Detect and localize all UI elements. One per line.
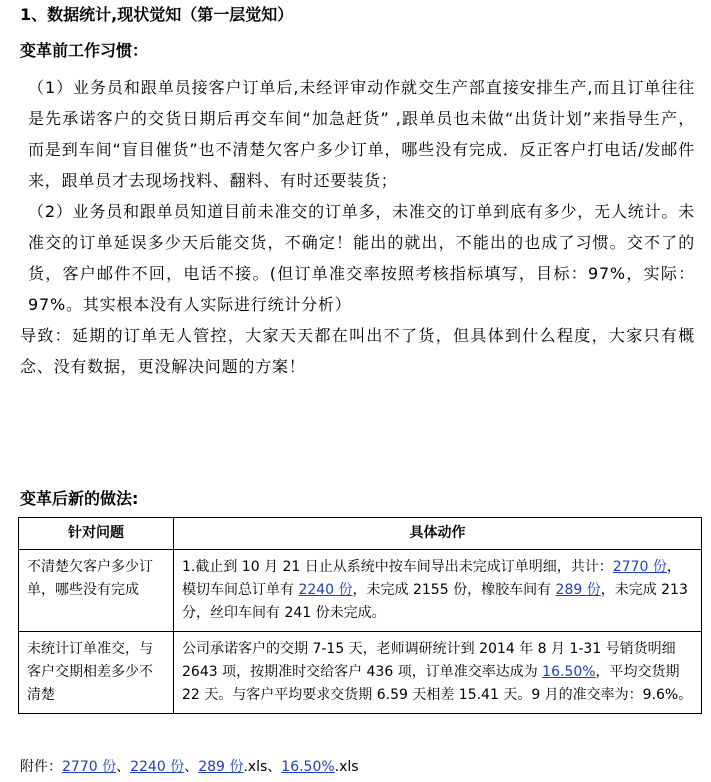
- before-title: 变革前工作习惯：: [20, 41, 149, 60]
- row1-issue: 不清楚欠客户多少订单，哪些没有完成: [19, 550, 174, 632]
- separator: 、: [116, 759, 131, 775]
- attachments-label: 附件：: [20, 759, 62, 775]
- table-row: [19, 632, 702, 714]
- attachment-1650-ext: .xls: [334, 759, 359, 775]
- link-289[interactable]: 289 份: [555, 582, 601, 598]
- row1-text-4: ，未完成 213 分，丝印车间有 241 份未完成。: [182, 582, 688, 621]
- row2-action: [174, 632, 702, 714]
- attachment-2770[interactable]: 2770 份: [62, 759, 117, 775]
- attachment-289-ext: .xls: [243, 759, 268, 775]
- header-action: 具体动作: [174, 518, 702, 550]
- table-header-row: [19, 518, 702, 550]
- link-1650[interactable]: 16.50%: [542, 664, 596, 680]
- attachments-line: [20, 756, 359, 778]
- row1-action: [174, 550, 702, 632]
- section-heading: 1、数据统计,现状觉知（第一层觉知）: [20, 5, 294, 24]
- row2-text-2: ，平均交货期 22 天。与客户平均要求交货期 6.59 天相差 15.41 天。9 月的准交率为：9.6%。: [182, 664, 693, 703]
- header-issue: 针对问题: [19, 518, 174, 550]
- before-body: [20, 72, 695, 382]
- row2-text-1: 公司承诺客户的交期 7-15 天，老师调研统计到 2014 年 8 月 1-31 号销货明细 2643 项，按期准时交给客户 436 项，订单准交率达成为: [182, 641, 676, 680]
- link-2770[interactable]: 2770 份: [612, 559, 667, 575]
- attachment-289[interactable]: 289 份: [198, 759, 244, 775]
- before-item-2: （2）业务员和跟单员知道目前未准交的订单多，未准交的订单到底有多少，无人统计。未准交的订单延误多少天后能交货，不确定！能出的就出，不能出的也成了习惯。交不了的货，客户邮件不回，电话不接。(但订单准交率按照考核指标填写，目标：97%，实际：97%。其实根本没有人实际进行统计分析）: [28, 202, 695, 314]
- separator: 、: [267, 759, 282, 775]
- separator: 、: [184, 759, 199, 775]
- row1-text-1: 1.截止到 10 月 21 日止从系统中按车间导出未完成订单明细，共计：: [182, 559, 613, 575]
- before-result: 导致：延期的订单无人管控，大家天天都在叫出不了货，但具体到什么程度，大家只有概念、没有数据，更没解决问题的方案！: [20, 326, 695, 376]
- row1-text-2: ，模切车间总订单有: [182, 559, 681, 598]
- before-item-1: （1）业务员和跟单员接客户订单后,未经评审动作就交生产部直接安排生产,而且订单往往是先承诺客户的交货日期后再交车间“加急赶货” ,跟单员也未做“出货计划”来指导生产，而是到车间“盲目催货”也不清楚欠客户多少订单，哪些没有完成．反正客户打电话/发邮件来，跟单员才去现场找料、翻料、有时还要装货；: [28, 78, 695, 190]
- row1-text-3: ，未完成 2155 份，橡胶车间有: [352, 582, 556, 598]
- after-title: 变革后新的做法:: [20, 489, 139, 508]
- attachment-1650[interactable]: 16.50%: [281, 759, 335, 775]
- attachment-2240[interactable]: 2240 份: [130, 759, 185, 775]
- actions-table: [18, 517, 702, 714]
- row2-issue: 未统计订单准交，与客户交期相差多少不清楚: [19, 632, 174, 714]
- link-2240[interactable]: 2240 份: [298, 582, 353, 598]
- table-row: [19, 550, 702, 632]
